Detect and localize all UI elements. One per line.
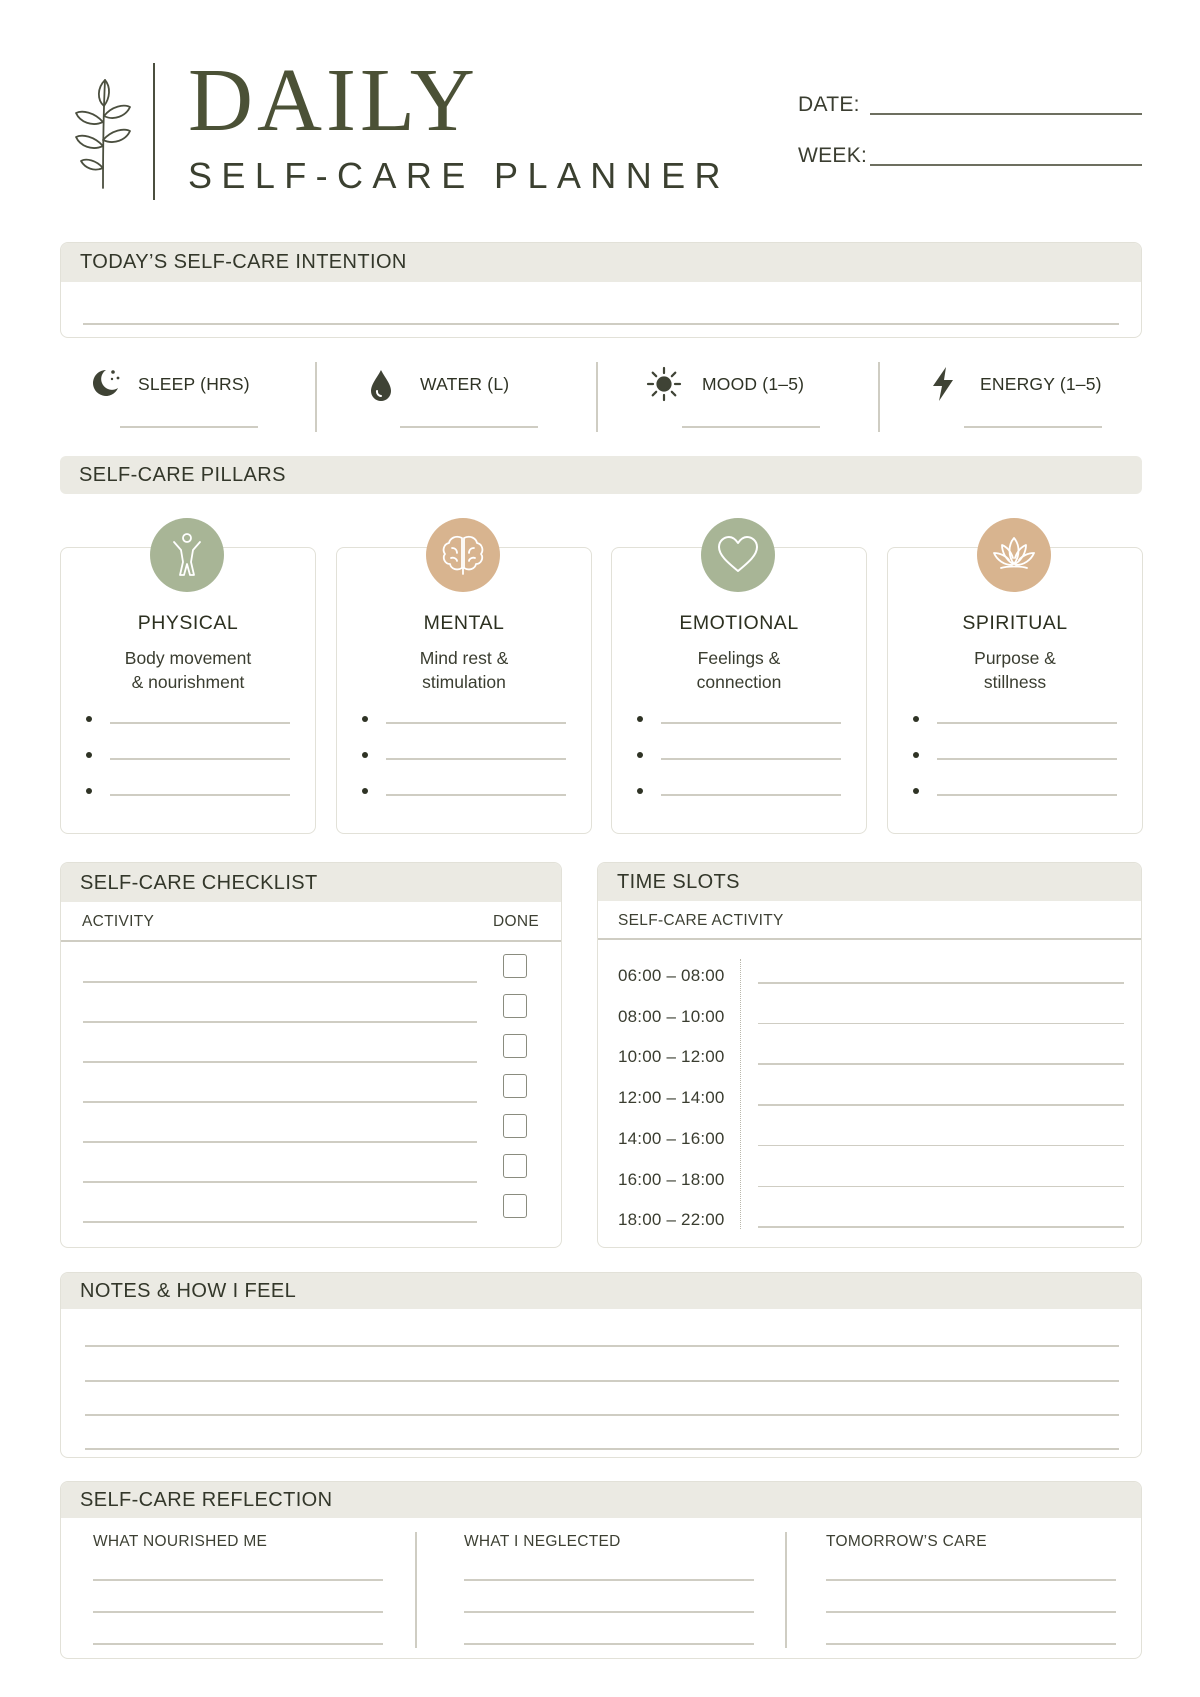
reflection-divider xyxy=(785,1532,787,1648)
reflection-column-tomorrow: TOMORROW’S CARE xyxy=(826,1533,987,1550)
checklist-activity-line[interactable] xyxy=(83,1061,477,1063)
pillar-badge xyxy=(977,518,1051,592)
done-checkbox[interactable] xyxy=(503,1034,527,1058)
pillar-entry-line[interactable] xyxy=(937,794,1117,796)
time-slot-activity-line[interactable] xyxy=(758,1023,1124,1025)
pillar-title: MENTAL xyxy=(423,612,505,634)
date-label: DATE: xyxy=(798,93,860,116)
bullet-dot xyxy=(362,716,368,722)
pillar-entry-line[interactable] xyxy=(386,722,566,724)
lotus-icon xyxy=(977,518,1051,592)
metric-water xyxy=(368,352,608,432)
bullet-dot xyxy=(362,788,368,794)
pillar-entry-line[interactable] xyxy=(661,758,841,760)
checklist-activity-line[interactable] xyxy=(83,1181,477,1183)
pillar-entry-line[interactable] xyxy=(110,722,290,724)
checklist-activity-line[interactable] xyxy=(83,1221,477,1223)
bullet-dot xyxy=(86,788,92,794)
time-slot-label: 18:00 – 22:00 xyxy=(618,1210,725,1230)
time-slots-activity-column: SELF-CARE ACTIVITY xyxy=(618,912,784,929)
bullet-dot xyxy=(637,788,643,794)
pillar-title: SPIRITUAL xyxy=(962,612,1068,634)
reflection-column-nourished: WHAT NOURISHED ME xyxy=(93,1533,268,1550)
metric-mood xyxy=(646,352,886,432)
pillar-entry-line[interactable] xyxy=(110,758,290,760)
notes-line[interactable] xyxy=(85,1380,1119,1382)
checklist-header-rule xyxy=(61,940,562,942)
metric-sleep xyxy=(88,352,328,432)
page-title: DAILY xyxy=(188,51,479,150)
time-slot-activity-line[interactable] xyxy=(758,1186,1124,1188)
done-checkbox[interactable] xyxy=(503,1154,527,1178)
time-slot-label: 14:00 – 16:00 xyxy=(618,1128,725,1148)
brain-icon xyxy=(426,518,500,592)
bullet-dot xyxy=(637,752,643,758)
done-checkbox[interactable] xyxy=(503,1194,527,1218)
bullet-dot xyxy=(913,752,919,758)
bullet-dot xyxy=(86,716,92,722)
time-slot-activity-line[interactable] xyxy=(758,1226,1124,1228)
pillar-entry-line[interactable] xyxy=(386,794,566,796)
bullet-dot xyxy=(637,716,643,722)
done-checkbox[interactable] xyxy=(503,1074,527,1098)
time-slot-activity-line[interactable] xyxy=(758,1063,1124,1065)
intention-card xyxy=(60,242,1142,338)
reflection-card xyxy=(60,1481,1142,1659)
metric-field[interactable] xyxy=(120,426,258,428)
water-drop-icon xyxy=(368,368,394,407)
intention-line[interactable] xyxy=(83,323,1119,325)
checklist-activity-column: ACTIVITY xyxy=(82,913,155,930)
done-checkbox[interactable] xyxy=(503,954,527,978)
pillar-entry-line[interactable] xyxy=(661,722,841,724)
reflection-column-neglected: WHAT I NEGLECTED xyxy=(464,1533,621,1550)
metric-field[interactable] xyxy=(682,426,820,428)
intention-header xyxy=(61,243,1141,282)
checklist-heading: SELF-CARE CHECKLIST xyxy=(80,872,318,894)
metric-divider xyxy=(596,362,598,432)
bullet-dot xyxy=(86,752,92,758)
time-slot-activity-line[interactable] xyxy=(758,1145,1124,1147)
pillar-entry-line[interactable] xyxy=(661,794,841,796)
pillar-badge xyxy=(701,518,775,592)
pillar-badge xyxy=(426,518,500,592)
pillar-description: Body movement & nourishment xyxy=(124,648,252,692)
week-field[interactable] xyxy=(870,164,1142,166)
bullet-dot xyxy=(913,788,919,794)
reflection-line[interactable] xyxy=(826,1643,1116,1645)
checklist-card xyxy=(60,862,562,1248)
notes-heading: NOTES & HOW I FEEL xyxy=(80,1280,297,1302)
metric-divider xyxy=(315,362,317,432)
notes-line[interactable] xyxy=(85,1414,1119,1416)
checklist-activity-line[interactable] xyxy=(83,1101,477,1103)
pillar-description: Purpose & stillness xyxy=(974,648,1056,692)
date-field[interactable] xyxy=(870,113,1142,115)
time-slots-header xyxy=(598,863,1141,901)
time-slots-divider xyxy=(740,959,741,1229)
sprig-icon xyxy=(72,72,134,190)
pillar-entry-line[interactable] xyxy=(937,758,1117,760)
time-slot-label: 16:00 – 18:00 xyxy=(618,1169,725,1189)
bullet-dot xyxy=(913,716,919,722)
moon-icon xyxy=(88,366,122,405)
time-slot-label: 12:00 – 14:00 xyxy=(618,1088,725,1108)
reflection-line[interactable] xyxy=(464,1611,754,1613)
heart-icon xyxy=(701,518,775,592)
reflection-line[interactable] xyxy=(826,1611,1116,1613)
checklist-header xyxy=(61,863,561,902)
time-slot-label: 10:00 – 12:00 xyxy=(618,1047,725,1067)
intention-heading: TODAY’S SELF-CARE INTENTION xyxy=(80,251,407,273)
checklist-activity-line[interactable] xyxy=(83,1141,477,1143)
lightning-icon xyxy=(930,366,956,407)
reflection-line[interactable] xyxy=(464,1643,754,1645)
bullet-dot xyxy=(362,752,368,758)
metric-label: WATER (L) xyxy=(420,374,510,394)
reflection-divider xyxy=(415,1532,417,1648)
checklist-activity-line[interactable] xyxy=(83,1021,477,1023)
time-slots-header-rule xyxy=(598,938,1142,940)
reflection-header xyxy=(61,1482,1141,1518)
time-slot-label: 06:00 – 08:00 xyxy=(618,966,725,985)
time-slot-activity-line[interactable] xyxy=(758,1104,1124,1106)
notes-line[interactable] xyxy=(85,1448,1119,1450)
week-label: WEEK: xyxy=(798,144,868,167)
reflection-line[interactable] xyxy=(464,1579,754,1581)
metric-field[interactable] xyxy=(400,426,538,428)
notes-card xyxy=(60,1272,1142,1458)
done-checkbox[interactable] xyxy=(503,1114,527,1138)
notes-line[interactable] xyxy=(85,1345,1119,1347)
checklist-activity-line[interactable] xyxy=(83,981,477,983)
header-divider xyxy=(153,63,155,200)
sun-icon xyxy=(646,366,682,407)
time-slots-heading: TIME SLOTS xyxy=(617,871,740,893)
pillar-entry-line[interactable] xyxy=(110,794,290,796)
pillar-description: Mind rest & stimulation xyxy=(419,648,509,692)
time-slot-label: 08:00 – 10:00 xyxy=(618,1006,725,1026)
done-checkbox[interactable] xyxy=(503,994,527,1018)
time-slot-activity-line[interactable] xyxy=(758,982,1124,984)
person-icon xyxy=(150,518,224,592)
metric-label: SLEEP (HRS) xyxy=(138,374,250,394)
reflection-line[interactable] xyxy=(826,1579,1116,1581)
page-subtitle: SELF-CARE PLANNER xyxy=(188,155,730,196)
pillar-badge xyxy=(150,518,224,592)
pillars-header xyxy=(60,456,1142,494)
notes-header xyxy=(61,1273,1141,1309)
pillar-title: PHYSICAL xyxy=(137,612,239,634)
pillar-entry-line[interactable] xyxy=(386,758,566,760)
metric-energy xyxy=(930,352,1170,432)
pillar-description: Feelings & connection xyxy=(696,648,782,692)
pillar-title: EMOTIONAL xyxy=(679,612,799,634)
metric-label: ENERGY (1–5) xyxy=(980,374,1102,394)
reflection-heading: SELF-CARE REFLECTION xyxy=(80,1489,333,1511)
pillars-heading: SELF-CARE PILLARS xyxy=(79,464,286,486)
metric-divider xyxy=(878,362,880,432)
checklist-done-column: DONE xyxy=(493,913,539,930)
metric-field[interactable] xyxy=(964,426,1102,428)
reflection-line[interactable] xyxy=(93,1611,383,1613)
pillar-entry-line[interactable] xyxy=(937,722,1117,724)
metric-label: MOOD (1–5) xyxy=(702,374,805,394)
reflection-line[interactable] xyxy=(93,1579,383,1581)
reflection-line[interactable] xyxy=(93,1643,383,1645)
